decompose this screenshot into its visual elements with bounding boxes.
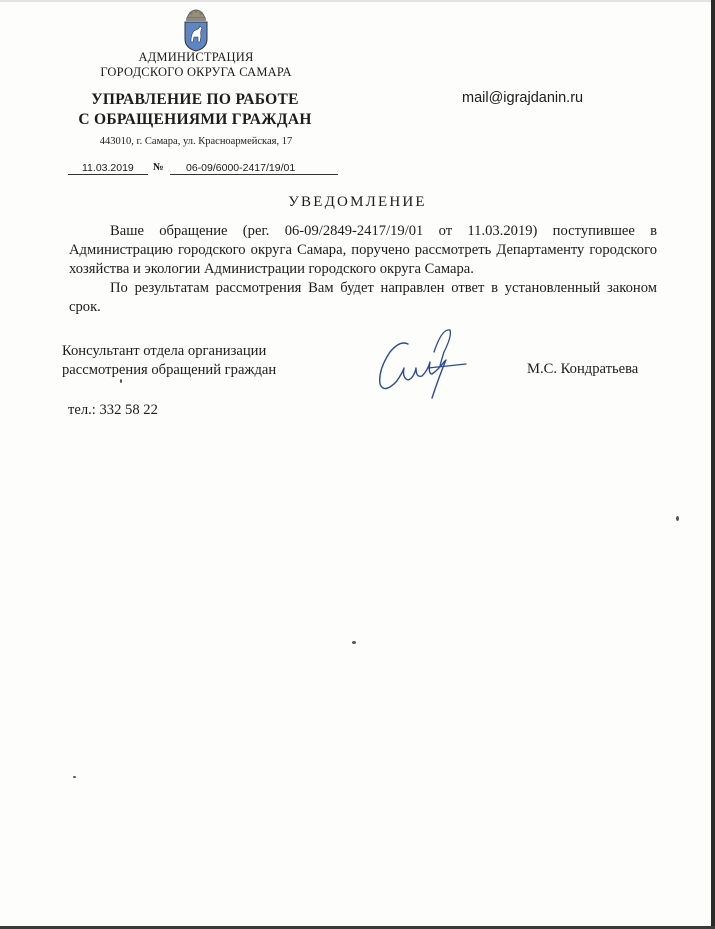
- scan-edge-top: [0, 0, 715, 2]
- registration-line: [68, 162, 338, 178]
- signer-position: [62, 342, 322, 380]
- administration-name: [60, 50, 332, 80]
- scan-edge-right: [711, 0, 715, 929]
- notice-title: УВЕДОМЛЕНИЕ: [288, 194, 427, 210]
- scan-speck: [73, 776, 76, 778]
- city-coat-of-arms-icon: [181, 6, 211, 52]
- registration-date: 11.03.2019: [68, 162, 148, 175]
- registration-number-label: №: [153, 162, 164, 173]
- registration-number: 06-09/6000-2417/19/01: [170, 162, 338, 175]
- scan-speck: [120, 379, 122, 383]
- signer-name: М.С. Кондратьева: [527, 361, 639, 377]
- contact-phone: тел.: 332 58 22: [68, 402, 158, 418]
- dept-line-1: УПРАВЛЕНИЕ ПО РАБОТЕ: [91, 91, 299, 108]
- scan-speck: [676, 516, 679, 521]
- admin-line-1: АДМИНИСТРАЦИЯ: [138, 50, 254, 64]
- department-address: 443010, г. Самара, ул. Красноармейская, 17: [99, 136, 293, 147]
- position-line-2: рассмотрения обращений граждан: [62, 362, 277, 378]
- notice-paragraph-2: По результатам рассмотрения Вам будет направлен ответ в установленный законом срок.: [69, 280, 657, 315]
- position-line-1: Консультант отдела организации: [62, 343, 267, 359]
- department-name: [52, 90, 338, 130]
- admin-line-2: ГОРОДСКОГО ОКРУГА САМАРА: [100, 65, 292, 79]
- recipient-email: mail@igrajdanin.ru: [462, 90, 584, 106]
- handwritten-signature: [370, 322, 470, 402]
- scan-speck: [352, 641, 356, 644]
- dept-line-2: С ОБРАЩЕНИЯМИ ГРАЖДАН: [78, 111, 312, 128]
- notice-paragraph-1: Ваше обращение (рег. 06-09/2849-2417/19/01 от 11.03.2019) поступившее в Администрацию городского округа Самара, поручено рассмотреть Департаменту городского хозяйства и экологии Администрации городского округа Самара.: [69, 223, 657, 277]
- notice-body: [69, 222, 657, 317]
